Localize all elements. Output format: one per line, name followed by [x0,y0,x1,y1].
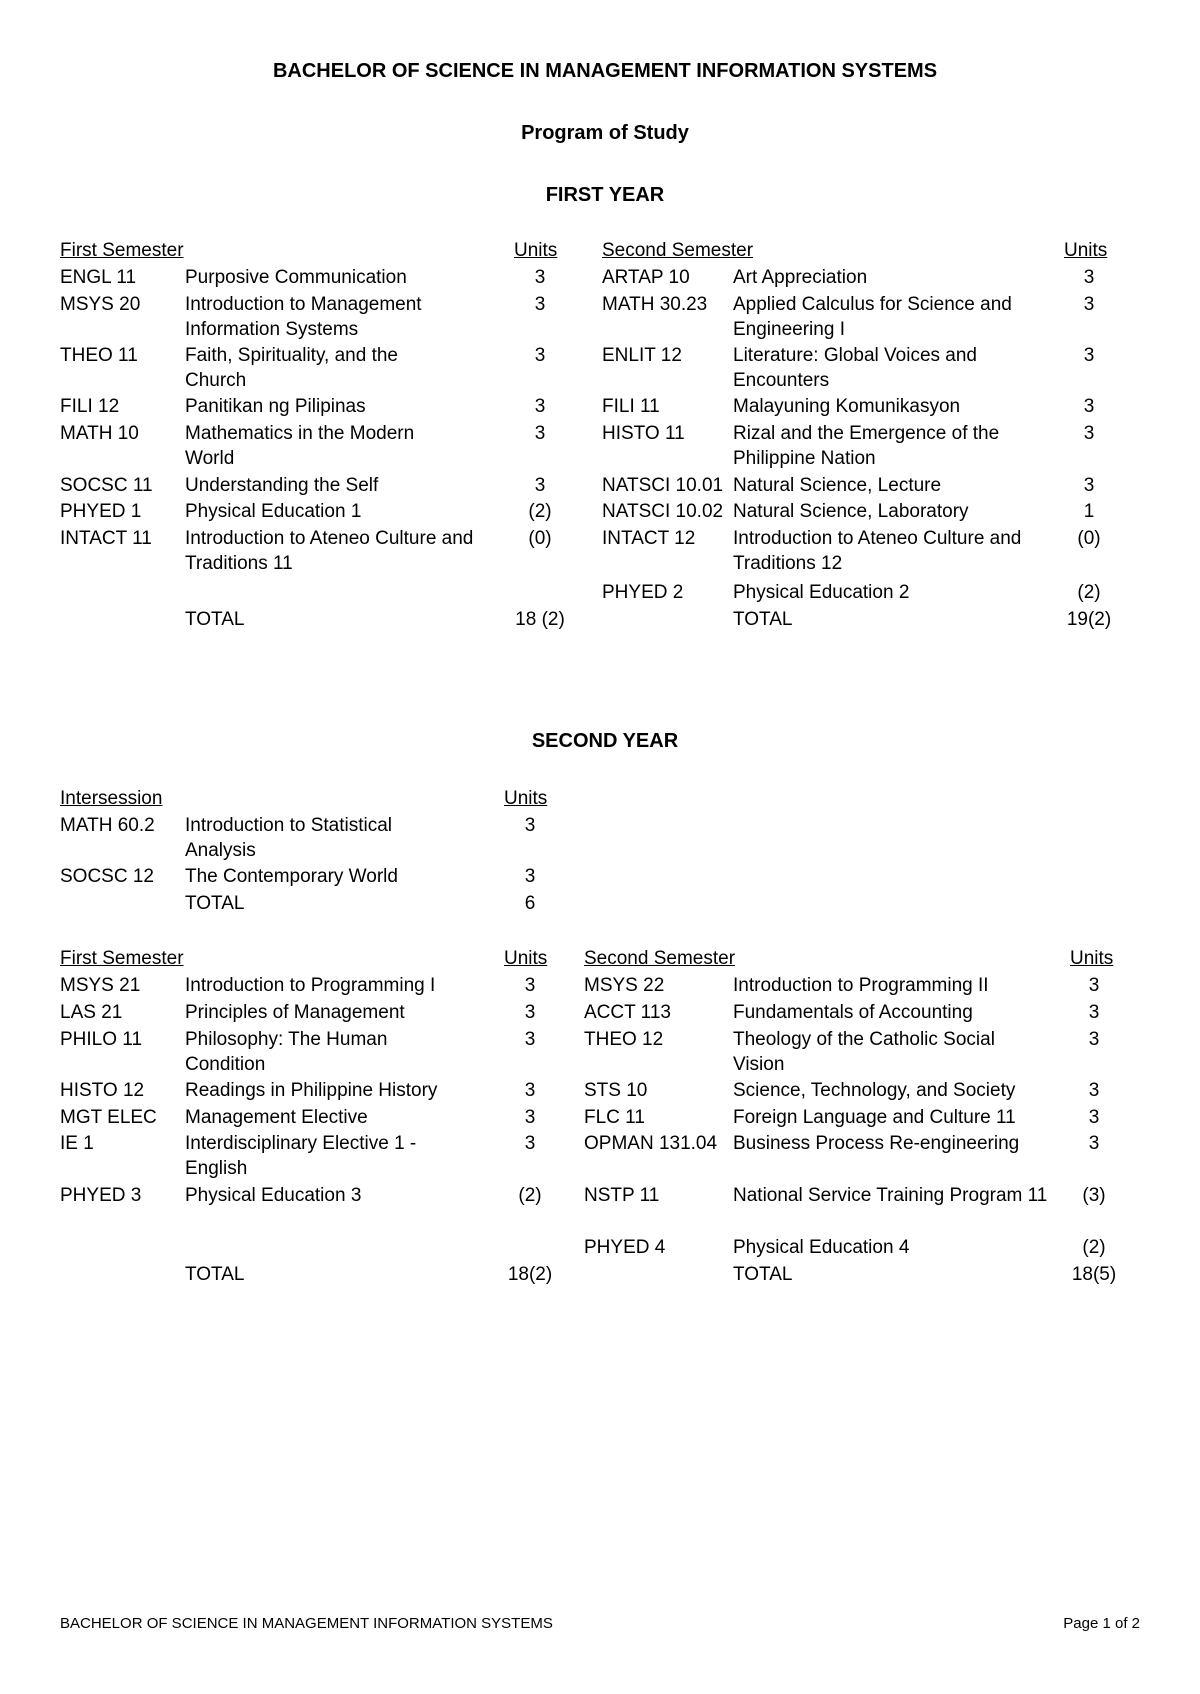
course-code: MATH 10 [60,423,139,444]
course-units: 3 [534,345,546,366]
course-code: MSYS 22 [584,975,665,996]
course-units: 3 [524,1133,536,1154]
course-code: ARTAP 10 [602,267,690,288]
course-units: 1 [1083,501,1095,522]
semester-header: First Semester [60,240,184,261]
course-title: Science, Technology, and Society [733,1080,1016,1101]
course-units: 3 [534,423,546,444]
course-title: Interdisciplinary Elective 1 - English [185,1133,417,1179]
total-units: 18 (2) [515,609,565,630]
units-header: Units [514,240,558,261]
course-code: MATH 60.2 [60,815,155,836]
course-title: Applied Calculus for Science and Engineering I [733,294,1012,340]
course-title: Foreign Language and Culture 11 [733,1107,1016,1128]
course-code: THEO 12 [584,1029,664,1050]
course-title: Principles of Management [185,1002,405,1023]
units-header: Units [504,948,548,969]
page-subtitle: Program of Study [521,122,689,144]
course-code: PHILO 11 [60,1029,143,1050]
course-title: Fundamentals of Accounting [733,1002,973,1023]
total-label: TOTAL [733,609,793,630]
course-title: Rizal and the Emergence of the Philippine Nation [733,423,1000,469]
course-title: Faith, Spirituality, and the Church [185,345,398,391]
course-title: Purposive Communication [185,267,407,288]
course-units: 3 [1088,1133,1100,1154]
course-title: Introduction to Statistical Analysis [185,815,392,861]
course-code: HISTO 12 [60,1080,145,1101]
course-title: Panitikan ng Pilipinas [185,396,366,417]
course-title: Physical Education 3 [185,1185,362,1206]
course-title: Introduction to Ateneo Culture and Traditions 12 [733,528,1022,574]
course-title: The Contemporary World [185,866,398,887]
course-title: Mathematics in the Modern World [185,423,415,469]
course-title: Physical Education 2 [733,582,910,603]
course-title: Understanding the Self [185,475,379,496]
course-code: THEO 11 [60,345,138,366]
course-code: ENGL 11 [60,267,137,288]
course-title: Literature: Global Voices and Encounters [733,345,977,391]
course-code: ACCT 113 [584,1002,671,1023]
course-code: NATSCI 10.01 [602,475,724,496]
course-code: HISTO 11 [602,423,685,444]
total-label: TOTAL [185,893,245,914]
footer-program-title: BACHELOR OF SCIENCE IN MANAGEMENT INFORMATION SYSTEMS [60,1615,553,1632]
course-code: IE 1 [60,1133,94,1154]
course-title: Physical Education 1 [185,501,362,522]
course-code: FILI 12 [60,396,120,417]
course-units: (2) [1082,1237,1106,1258]
total-units: 6 [524,893,536,914]
course-title: Philosophy: The Human Condition [185,1029,388,1075]
total-label: TOTAL [185,1264,245,1285]
course-title: Introduction to Programming I [185,975,436,996]
program-title: BACHELOR OF SCIENCE IN MANAGEMENT INFORMATION SYSTEMS [272,60,938,82]
course-title: Introduction to Management Information Systems [185,294,422,340]
course-code: MSYS 21 [60,975,141,996]
semester-header: Second Semester [602,240,754,261]
course-title: Management Elective [185,1107,368,1128]
course-code: MSYS 20 [60,294,141,315]
first-year-heading: FIRST YEAR [545,184,665,206]
course-units: 3 [534,475,546,496]
course-units: 3 [1088,1080,1100,1101]
course-units: (0) [528,528,552,549]
course-units: 3 [1083,475,1095,496]
course-title: Business Process Re-engineering [733,1133,1020,1154]
course-units: 3 [1088,1029,1100,1050]
total-units: 18(5) [1071,1264,1117,1285]
course-title: Introduction to Ateneo Culture and Traditions 11 [185,528,474,574]
course-units: 3 [524,866,536,887]
course-units: 3 [524,815,536,836]
course-code: MATH 30.23 [602,294,708,315]
course-units: 3 [1083,294,1095,315]
course-title: Natural Science, Laboratory [733,501,969,522]
course-title: Physical Education 4 [733,1237,910,1258]
course-title: Malayuning Komunikasyon [733,396,961,417]
course-units: (3) [1082,1185,1106,1206]
course-units: (2) [1077,582,1101,603]
course-code: INTACT 11 [60,528,152,549]
course-units: 3 [1083,267,1095,288]
total-units: 18(2) [507,1264,553,1285]
course-units: 3 [1083,423,1095,444]
course-code: PHYED 3 [60,1185,142,1206]
units-header: Units [1064,240,1108,261]
course-code: INTACT 12 [602,528,696,549]
total-units: 19(2) [1066,609,1112,630]
course-units: (0) [1077,528,1101,549]
course-code: SOCSC 11 [60,475,153,496]
course-title: Readings in Philippine History [185,1080,438,1101]
semester-header: Second Semester [584,948,736,969]
course-code: STS 10 [584,1080,648,1101]
course-title: Introduction to Programming II [733,975,989,996]
course-units: 3 [1083,396,1095,417]
course-units: 3 [524,975,536,996]
course-units: 3 [1088,1107,1100,1128]
course-units: 3 [534,267,546,288]
course-units: (2) [518,1185,542,1206]
course-units: 3 [524,1029,536,1050]
units-header: Units [1070,948,1114,969]
course-code: PHYED 4 [584,1237,666,1258]
course-units: 3 [1088,975,1100,996]
course-units: 3 [534,396,546,417]
semester-header: First Semester [60,948,184,969]
total-label: TOTAL [733,1264,793,1285]
footer-page-number: Page 1 of 2 [1063,1615,1140,1632]
course-code: MGT ELEC [60,1107,157,1128]
course-units: 3 [524,1080,536,1101]
course-code: ENLIT 12 [602,345,682,366]
course-code: FLC 11 [584,1107,645,1128]
course-code: NATSCI 10.02 [602,501,724,522]
course-code: LAS 21 [60,1002,123,1023]
second-year-heading: SECOND YEAR [531,730,679,752]
course-code: PHYED 1 [60,501,142,522]
semester-header: Intersession [60,788,163,809]
course-title: Theology of the Catholic Social Vision [733,1029,995,1075]
course-units: 3 [1088,1002,1100,1023]
course-units: 3 [524,1002,536,1023]
course-units: 3 [524,1107,536,1128]
course-units: 3 [1083,345,1095,366]
course-code: FILI 11 [602,396,660,417]
course-code: NSTP 11 [584,1185,660,1206]
course-title: Art Appreciation [733,267,868,288]
course-units: (2) [528,501,552,522]
course-code: PHYED 2 [602,582,684,603]
course-code: SOCSC 12 [60,866,154,887]
course-title: National Service Training Program 11 [733,1185,1048,1206]
total-label: TOTAL [185,609,245,630]
course-units: 3 [534,294,546,315]
course-title: Natural Science, Lecture [733,475,942,496]
course-code: OPMAN 131.04 [584,1133,718,1154]
units-header: Units [504,788,548,809]
